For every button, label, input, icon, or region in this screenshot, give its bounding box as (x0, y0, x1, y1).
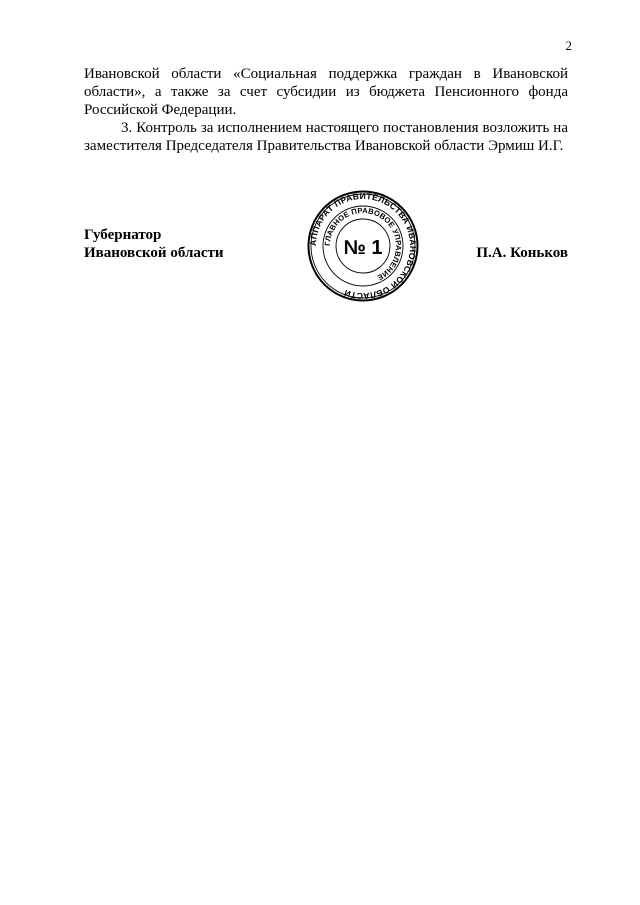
signatory-name: П.А. Коньков (476, 245, 568, 261)
official-seal (307, 190, 419, 302)
paragraph-continuation: Ивановской области «Социальная поддержка граждан в Ивановской области», а также за счет субсидии из бюджета Пенсионного фонда Российской Федерации. (84, 66, 568, 118)
page-number: 2 (565, 38, 572, 53)
paragraph-control-clause: 3. Контроль за исполнением настоящего постановления возложить на заместителя Председателя Правительства Ивановской области Эрмиш И.Г. (84, 120, 568, 154)
signatory-title (84, 226, 224, 262)
seal-graphic (307, 190, 419, 302)
seal-inner-text: ГЛАВНОЕ ПРАВОВОЕ УПРАВЛЕНИЕ (322, 205, 404, 283)
seal-outer-text: АППАРАТ ПРАВИТЕЛЬСТВА ИВАНОВСКОЙ ОБЛАСТИ (307, 190, 419, 302)
signature-block (84, 190, 568, 306)
signatory-title-line-1: Губернатор (84, 227, 162, 243)
document-body (84, 65, 568, 155)
signatory-title-line-2: Ивановской области (84, 245, 224, 261)
seal-number: № 1 (343, 237, 383, 259)
